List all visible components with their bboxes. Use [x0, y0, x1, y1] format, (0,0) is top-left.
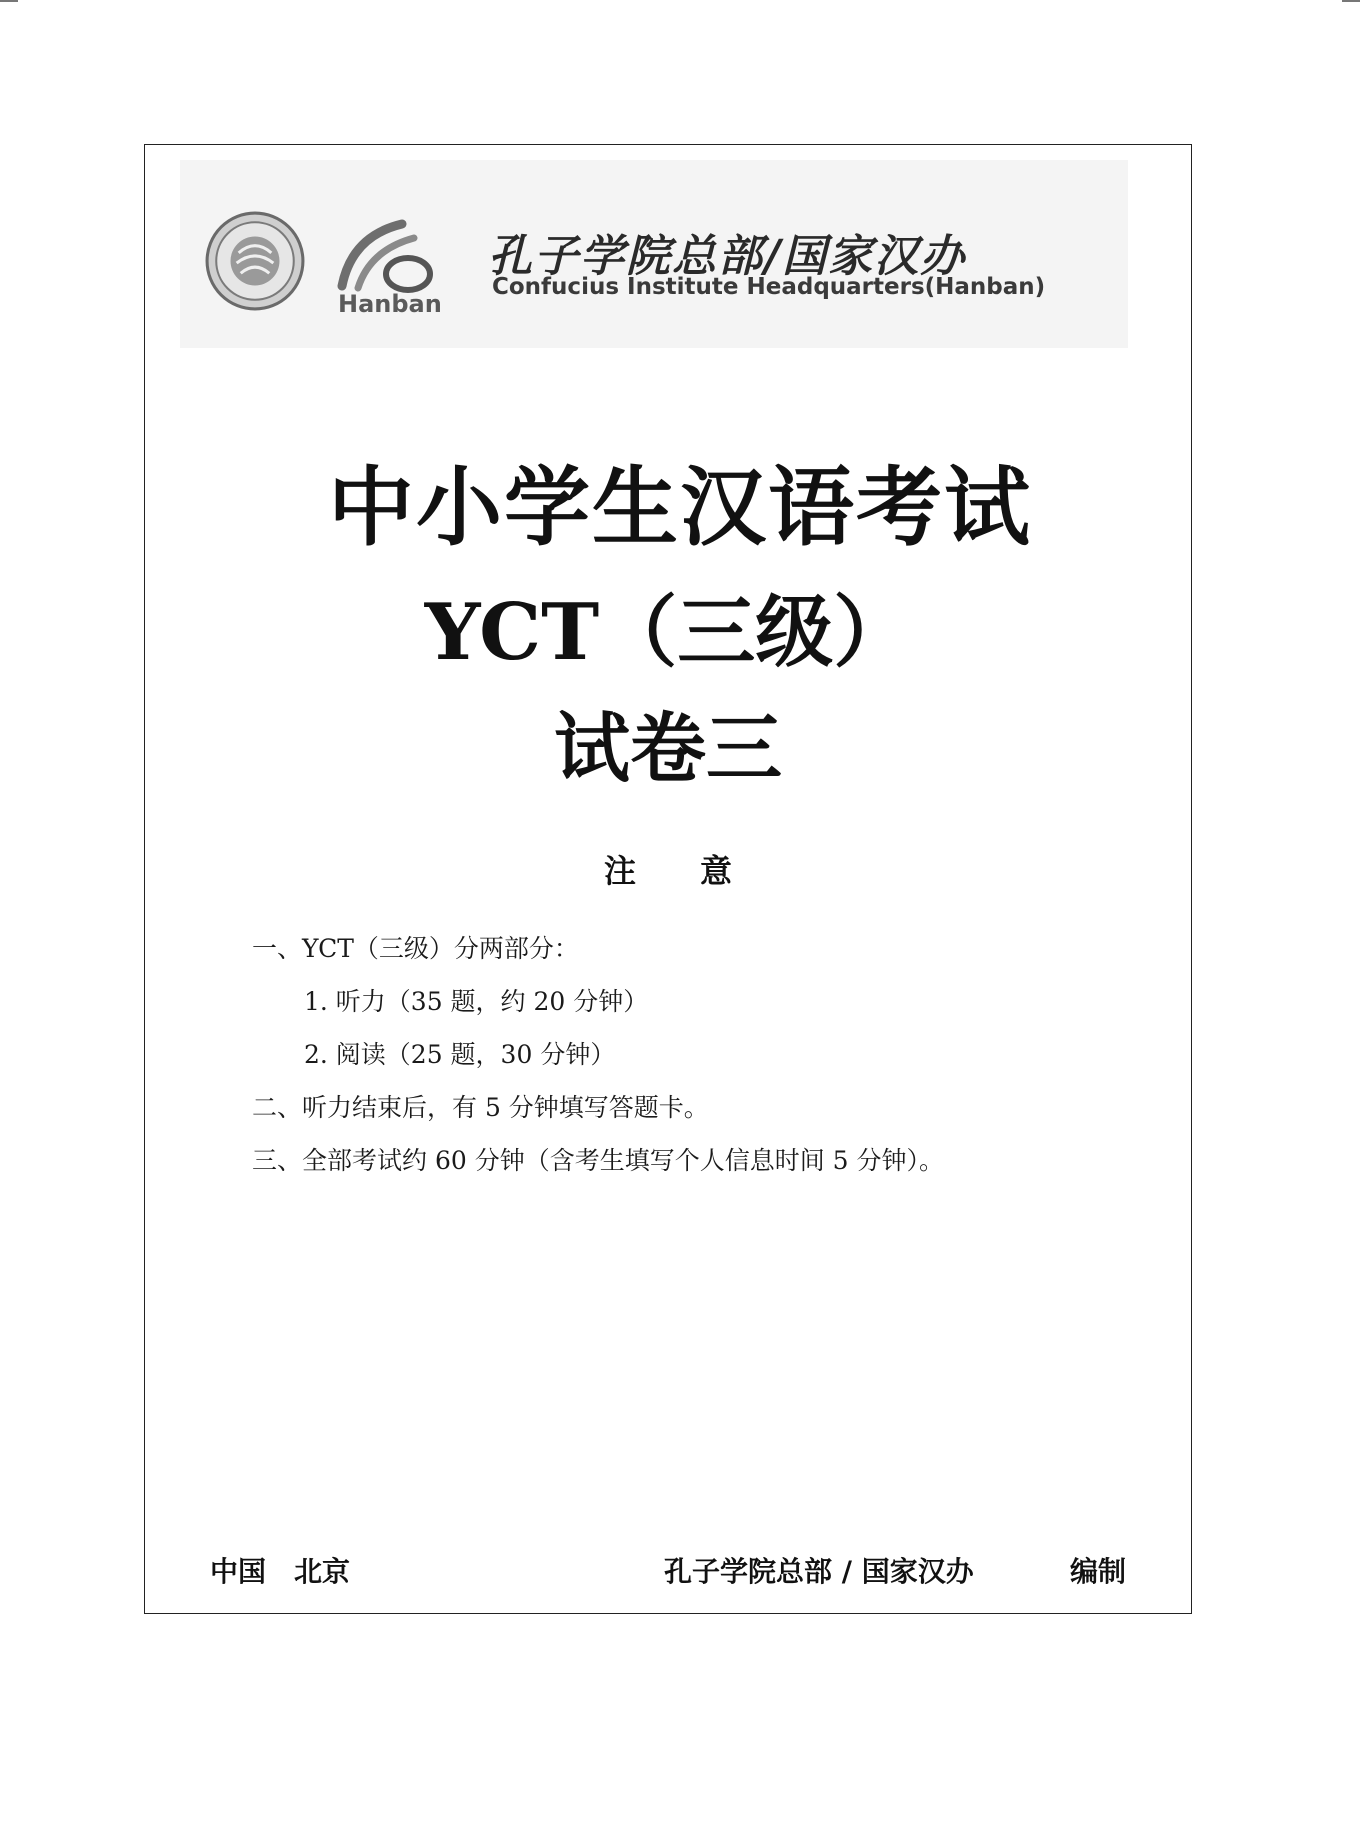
hanban-logo-text: Hanban: [338, 290, 442, 316]
confucius-institute-seal-icon: [204, 210, 306, 312]
exam-title: 中小学生汉语考试: [328, 457, 1032, 558]
notice-item: 三、全部考试约 60 分钟（含考生填写个人信息时间 5 分钟）。: [252, 1146, 945, 1175]
footer-location: 中国 北京: [210, 1555, 351, 1588]
organization-name-cn: 孔子学院总部/国家汉办: [488, 231, 967, 282]
notice-list: [252, 922, 944, 1187]
notice-heading: 注 意: [603, 852, 732, 890]
paper-number: 试卷三: [554, 704, 782, 793]
crop-mark-right: [1342, 0, 1360, 2]
notice-item: 一、YCT（三级）分两部分：: [252, 934, 579, 963]
notice-item: 二、听力结束后，有 5 分钟填写答题卡。: [252, 1093, 709, 1122]
crop-mark-left: [0, 0, 18, 2]
footer-organization: 孔子学院总部 / 国家汉办: [664, 1555, 974, 1588]
hanban-logo-icon: [322, 216, 450, 316]
footer-compiled-label: 编制: [1070, 1555, 1127, 1588]
exam-level: YCT（三级）: [424, 587, 912, 678]
notice-subitem-reading: 2. 阅读（25 题，30 分钟）: [304, 1040, 616, 1069]
organization-name-en: Confucius Institute Headquarters(Hanban): [492, 274, 1046, 300]
notice-subitem-listening: 1. 听力（35 题，约 20 分钟）: [304, 987, 649, 1016]
